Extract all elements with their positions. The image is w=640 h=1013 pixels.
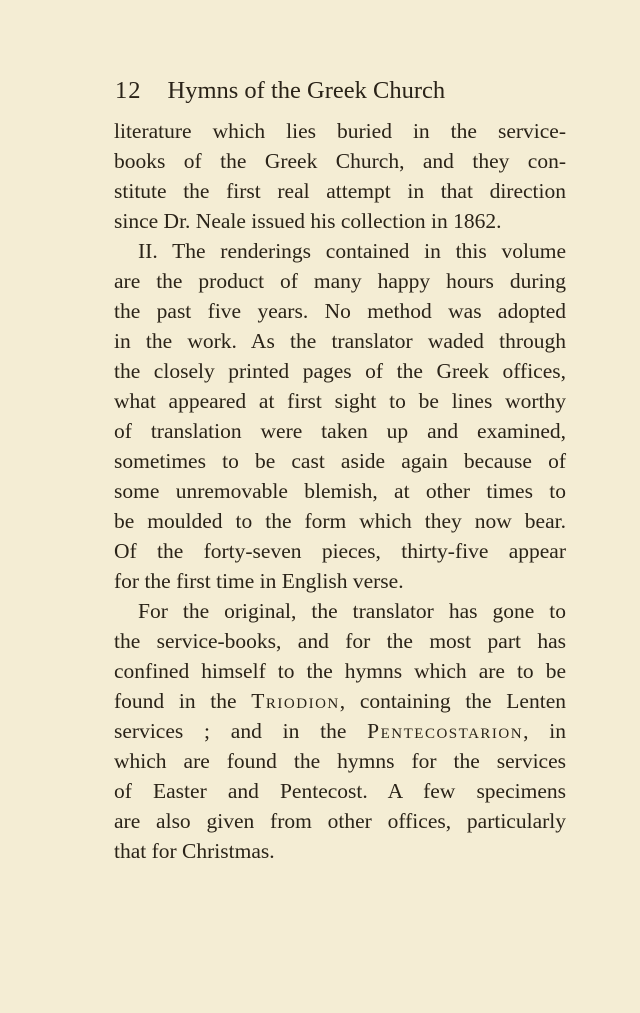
text-line: the past five years. No method was adopted [114, 299, 566, 323]
text-line: For the original, the translator has gone to [138, 599, 566, 623]
text-line: of Easter and Pentecost. A few specimens [114, 779, 566, 803]
text-line: some unremovable blemish, at other times to [114, 479, 566, 503]
text-line: which are found the hymns for the services [114, 749, 566, 773]
text-line: books of the Greek Church, and they con- [114, 149, 566, 173]
text-line-triodion [114, 686, 566, 716]
text-line: II. The renderings contained in this volume [138, 239, 566, 263]
page-number: 12 [115, 77, 142, 104]
text-line: of translation were taken up and examined, [114, 419, 566, 443]
text-line-pentecostarion [114, 716, 566, 746]
text-fragment: , containing the Lenten [339, 689, 566, 713]
text-line: be moulded to the form which they now bear. [114, 509, 566, 533]
text-line: are also given from other offices, particularly [114, 809, 566, 833]
text-line: what appeared at first sight to be lines worthy [114, 389, 566, 413]
text-line: in the work. As the translator waded through [114, 329, 566, 353]
text-fragment: services ; and in the [114, 719, 368, 743]
body-text [114, 116, 566, 866]
paragraph-sources [114, 596, 566, 866]
page-header [115, 74, 565, 108]
paragraph-continuation [114, 116, 566, 236]
text-line: for the first time in English verse. [114, 569, 404, 593]
paragraph-section-two [114, 236, 566, 596]
text-line: confined himself to the hymns which are to be [114, 659, 566, 683]
text-fragment: , in [523, 719, 566, 743]
text-line: that for Christmas. [114, 839, 275, 863]
text-line: the service-books, and for the most part has [114, 629, 566, 653]
title-pentecostarion: Pentecostarion [367, 719, 524, 743]
text-line: are the product of many happy hours during [114, 269, 566, 293]
text-line: stitute the first real attempt in that direction [114, 179, 566, 203]
text-line: Of the forty-seven pieces, thirty-five appear [114, 539, 566, 563]
text-fragment: found in the [114, 689, 252, 713]
text-line: literature which lies buried in the service- [114, 119, 566, 143]
title-triodion: Triodion [251, 689, 340, 713]
text-line: the closely printed pages of the Greek offices, [114, 359, 566, 383]
text-line: sometimes to be cast aside again because of [114, 449, 566, 473]
running-head: Hymns of the Greek Church [167, 77, 446, 104]
text-line: since Dr. Neale issued his collection in 1862. [114, 209, 502, 233]
